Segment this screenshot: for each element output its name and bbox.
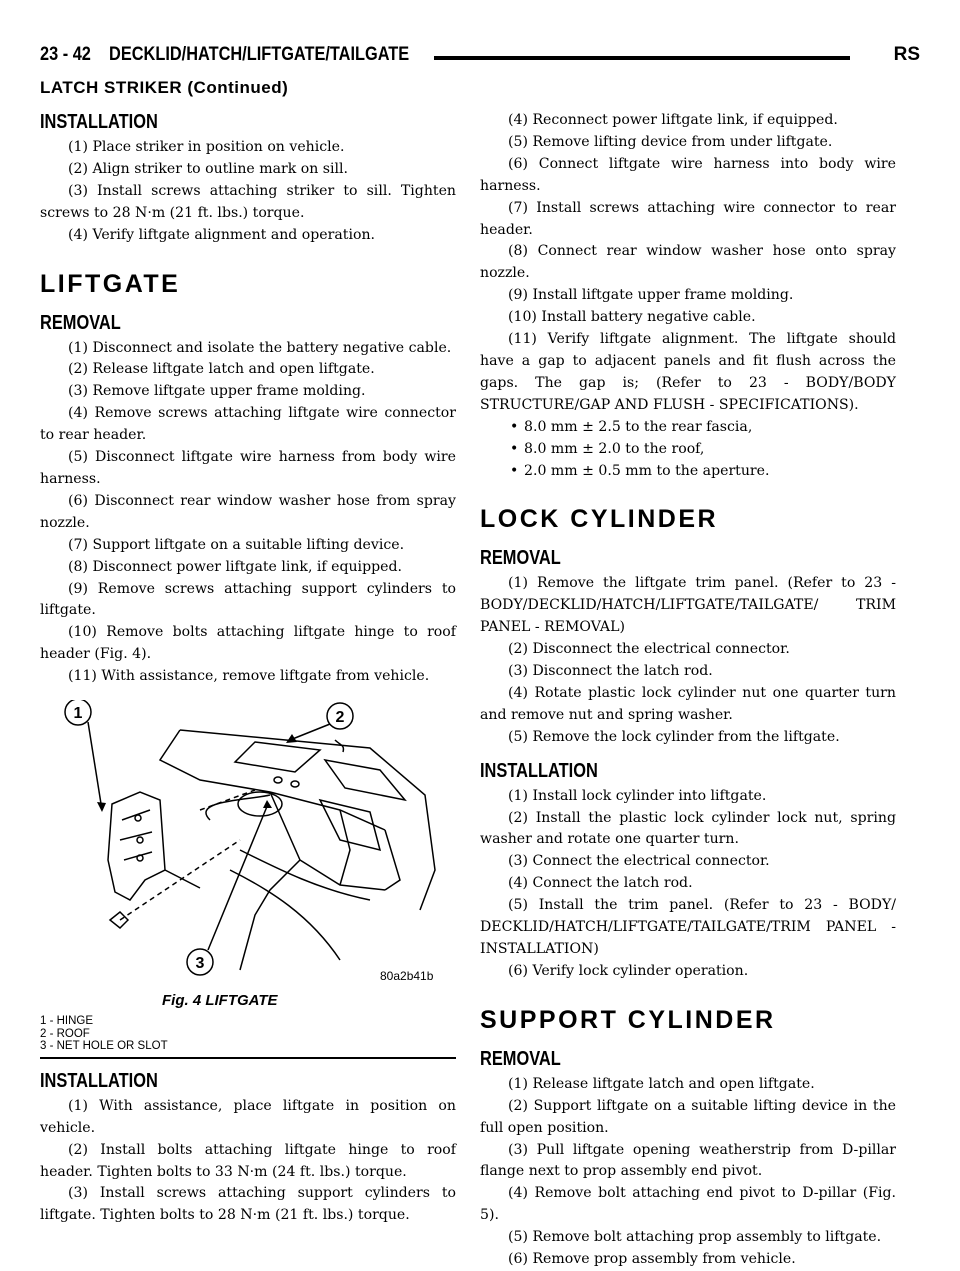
- step: (9) Install liftgate upper frame molding.: [508, 287, 794, 304]
- installation-heading: INSTALLATION: [40, 1069, 158, 1092]
- lock-cylinder-title: LOCK CYLINDER: [480, 505, 719, 534]
- step: (7) Install screws attaching wire connector to rear header.: [480, 199, 896, 238]
- step: (3) Install screws attaching support cylinders to liftgate. Tighten bolts to 28 N·m (21 ft. lbs.) torque.: [40, 1185, 456, 1224]
- page-header: [40, 44, 920, 74]
- step: (7) Support liftgate on a suitable lifting device.: [68, 536, 405, 553]
- left-column: [40, 110, 456, 1227]
- step: (8) Disconnect power liftgate link, if equipped.: [68, 558, 402, 575]
- step: (5) Disconnect liftgate wire harness from body wire harness.: [40, 449, 456, 487]
- step: (3) Pull liftgate opening weatherstrip from D-pillar flange next to prop assembly end pivot.: [480, 1141, 896, 1180]
- legend-item: 3 - NET HOLE OR SLOT: [40, 1040, 168, 1053]
- callout-2: 2: [335, 709, 345, 727]
- step: (2) Release liftgate latch and open liftgate.: [68, 361, 375, 378]
- step: (10) Remove bolts attaching liftgate hinge to roof header (Fig. 4).: [40, 624, 456, 663]
- step: (4) Remove bolt attaching end pivot to D-pillar (Fig. 5).: [480, 1185, 896, 1224]
- step: (5) Remove bolt attaching prop assembly to liftgate.: [508, 1229, 882, 1246]
- section-title: DECKLID/HATCH/LIFTGATE/TAILGATE: [109, 44, 410, 65]
- step: (5) Install the trim panel. (Refer to 23 - BODY/ DECKLID/HATCH/LIFTGATE/TAILGATE/TRIM PANEL - INSTALLATION): [480, 897, 896, 957]
- page-number: 23 - 42: [40, 44, 91, 65]
- step: (1) Install lock cylinder into liftgate.: [508, 787, 767, 804]
- step: (3) Install screws attaching striker to sill. Tighten screws to 28 N·m (21 ft. lbs.) torque.: [40, 182, 456, 221]
- step: (2) Install bolts attaching liftgate hinge to roof header. Tighten bolts to 33 N·m (24 ft. lbs.) torque.: [40, 1141, 456, 1180]
- step: (1) Disconnect and isolate the battery negative cable.: [68, 339, 452, 356]
- step: (11) Verify liftgate alignment. The liftgate should have a gap to adjacent panels and fit flush across the gaps. The gap is; (Refer to 23 - BODY/BODY STRUCTURE/GAP AND FLUSH - SPECIFICATIONS).: [480, 331, 896, 413]
- step: (8) Connect rear window washer hose onto spray nozzle.: [480, 243, 896, 282]
- installation-heading: INSTALLATION: [40, 111, 158, 133]
- installation-steps: [40, 137, 456, 247]
- step: (5) Remove the lock cylinder from the liftgate.: [508, 728, 840, 745]
- callout-1: 1: [73, 705, 83, 723]
- support-cylinder-title: SUPPORT CYLINDER: [480, 1005, 776, 1034]
- installation-steps: [40, 1096, 456, 1227]
- step: (2) Disconnect the electrical connector.: [508, 641, 790, 658]
- legend-item: 2 - ROOF: [40, 1027, 90, 1040]
- figure-rule: [40, 1057, 456, 1059]
- support-removal-steps: [480, 1074, 896, 1271]
- step: (3) Remove liftgate upper frame molding.: [68, 383, 366, 400]
- step: (4) Verify liftgate alignment and operation.: [68, 226, 375, 243]
- legend-item: 1 - HINGE: [40, 1015, 94, 1028]
- step: (1) Remove the liftgate trim panel. (Refer to 23 - BODY/DECKLID/HATCH/LIFTGATE/TAILGATE/ TRIM PANEL - REMOVAL): [480, 575, 896, 636]
- step: (5) Remove lifting device from under liftgate.: [508, 133, 833, 150]
- step: (2) Install the plastic lock cylinder lock nut, spring washer and rotate one quarter turn.: [480, 809, 896, 848]
- header-text: [40, 44, 409, 66]
- right-column: [480, 110, 896, 1271]
- installation-heading: INSTALLATION: [480, 759, 598, 782]
- gap-spec: • 8.0 mm ± 2.5 to the rear fascia,: [480, 417, 896, 439]
- liftgate-title: LIFTGATE: [40, 269, 181, 298]
- step: (10) Install battery negative cable.: [508, 309, 756, 326]
- removal-heading: REMOVAL: [40, 311, 121, 334]
- removal-steps: [40, 338, 456, 689]
- header-rule: [434, 56, 850, 60]
- step: (6) Remove prop assembly from vehicle.: [508, 1251, 796, 1268]
- figure-liftgate: [40, 700, 456, 986]
- figure-legend: [40, 1015, 456, 1053]
- step: (9) Remove screws attaching support cylinders to liftgate.: [40, 580, 456, 619]
- gap-spec: • 8.0 mm ± 2.0 to the roof,: [480, 439, 896, 461]
- step: (1) Release liftgate latch and open liftgate.: [508, 1075, 815, 1092]
- step: (3) Connect the electrical connector.: [508, 853, 770, 870]
- step: (1) With assistance, place liftgate in position on vehicle.: [40, 1097, 456, 1136]
- step: (6) Verify lock cylinder operation.: [508, 962, 749, 979]
- removal-heading: REMOVAL: [480, 547, 561, 570]
- installation-continued-steps: [480, 110, 896, 482]
- step: (3) Disconnect the latch rod.: [508, 663, 713, 680]
- lock-installation-steps: [480, 786, 896, 983]
- step: (6) Connect liftgate wire harness into body wire harness.: [480, 155, 896, 194]
- figure-caption: Fig. 4 LIFTGATE: [162, 992, 278, 1010]
- gap-spec: • 2.0 mm ± 0.5 mm to the aperture.: [480, 461, 896, 483]
- step: (4) Remove screws attaching liftgate wire connector to rear header.: [40, 405, 456, 444]
- step: (1) Place striker in position on vehicle.: [68, 139, 345, 155]
- step: (2) Support liftgate on a suitable lifting device in the full open position.: [480, 1097, 896, 1136]
- step: (11) With assistance, remove liftgate from vehicle.: [68, 668, 430, 685]
- model-code: RS: [893, 44, 920, 65]
- lock-removal-steps: [480, 573, 896, 748]
- step: (4) Connect the latch rod.: [508, 875, 693, 892]
- continued-heading: LATCH STRIKER (Continued): [40, 78, 289, 97]
- liftgate-illustration: [40, 700, 456, 986]
- step: (4) Rotate plastic lock cylinder nut one quarter turn and remove nut and spring washer.: [480, 684, 896, 723]
- removal-heading: REMOVAL: [480, 1047, 561, 1070]
- step: (2) Align striker to outline mark on sill.: [68, 160, 349, 177]
- figure-code: 80a2b41b: [380, 969, 434, 984]
- callout-3: 3: [195, 955, 205, 973]
- step: (4) Reconnect power liftgate link, if equipped.: [508, 112, 838, 128]
- step: (6) Disconnect rear window washer hose from spray nozzle.: [40, 492, 456, 531]
